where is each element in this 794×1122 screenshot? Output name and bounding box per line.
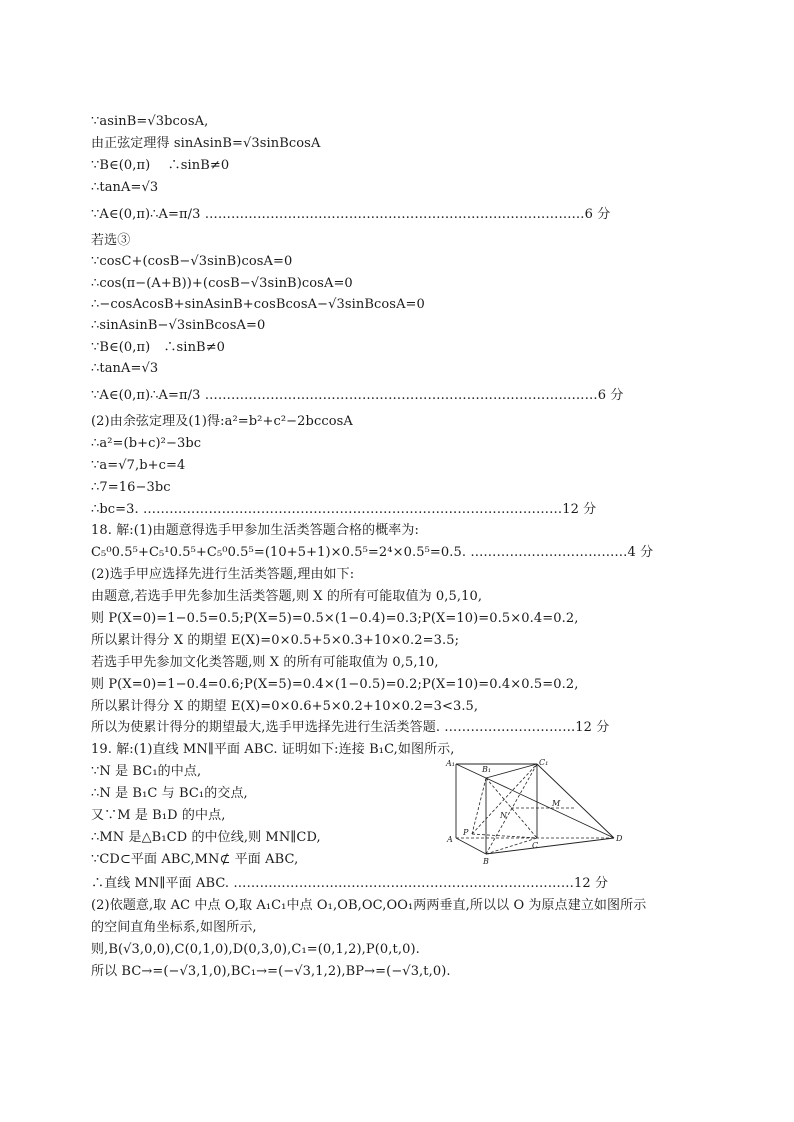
text-line: 又∵M 是 B₁D 的中点, — [91, 808, 226, 823]
prism-figure — [444, 756, 629, 868]
text-line: ∵a=√7,b+c=4 — [91, 458, 186, 473]
text-line: 18. 解:(1)由题意得选手甲参加生活类答题合格的概率为: — [91, 523, 419, 538]
text-line: 由题意,若选手甲先参加生活类答题,则 X 的所有可能取值为 0,5,10, — [91, 589, 483, 604]
text-line: 则 P(X=0)=1−0.4=0.6;P(X=5)=0.4×(1−0.5)=0.2;P(X=10)=0.4×0.5=0.2, — [91, 677, 579, 692]
label-C: C — [532, 841, 539, 850]
text-line: 所以累计得分 X 的期望 E(X)=0×0.6+5×0.2+10×0.2=3<3.5, — [91, 699, 479, 714]
text-line: ∵N 是 BC₁的中点, — [91, 764, 202, 779]
text-line: 19. 解:(1)直线 MN∥平面 ABC. 证明如下:连接 B₁C,如图所示, — [91, 742, 455, 757]
text-line: ∴tanA=√3 — [91, 180, 159, 195]
text-line: C₅⁰0.5⁵+C₅¹0.5⁵+C₅⁰0.5⁵=(10+5+1)×0.5⁵=2⁴×0.5⁵=0.5. ………………………………4 分 — [91, 545, 654, 560]
text-line: 的空间直角坐标系,如图所示, — [91, 920, 257, 935]
text-line: ∴7=16−3bc — [91, 480, 171, 495]
text-line: 所以累计得分 X 的期望 E(X)=0×0.5+5×0.3+10×0.2=3.5; — [91, 633, 460, 648]
text-line: ∵B∈(0,π) ∴sinB≠0 — [91, 340, 226, 355]
text-line: ∵CD⊂平面 ABC,MN⊄ 平面 ABC, — [91, 852, 299, 867]
text-line: 则,B(√3,0,0),C(0,1,0),D(0,3,0),C₁=(0,1,2),P(0,t,0). — [91, 942, 420, 957]
text-line: ∵A∈(0,π)∴A=π/3 ………………………………………………………………………………6 分 — [91, 388, 624, 403]
text-line: ∴cos(π−(A+B))+(cosB−√3sinB)cosA=0 — [91, 276, 353, 291]
text-line: ∵cosC+(cosB−√3sinB)cosA=0 — [91, 254, 293, 269]
text-line: 则 P(X=0)=1−0.5=0.5;P(X=5)=0.5×(1−0.4)=0.3;P(X=10)=0.5×0.4=0.2, — [91, 611, 579, 626]
text-line: 所以为使累计得分的期望最大,选手甲选择先进行生活类答题. …………………………12 分 — [91, 720, 610, 735]
label-A: A — [447, 835, 453, 844]
text-line: ∵B∈(0,π) ∴sinB≠0 — [91, 158, 230, 173]
text-line: 所以 BC→=(−√3,1,0),BC₁→=(−√3,1,2),BP→=(−√3,t,0). — [91, 964, 451, 979]
text-line: ∴tanA=√3 — [91, 361, 159, 376]
text-line: 若选③ — [91, 233, 131, 248]
label-P: P — [463, 828, 469, 837]
text-line: ∴MN 是△B₁CD 的中位线,则 MN∥CD, — [91, 830, 321, 845]
text-line: (2)由余弦定理及(1)得:a²=b²+c²−2bccosA — [91, 414, 353, 429]
text-line: 由正弦定理得 sinAsinB=√3sinBcosA — [91, 136, 321, 151]
label-A1: A₁ — [446, 759, 455, 768]
label-N: N — [500, 811, 507, 820]
text-line: 若选手甲先参加文化类答题,则 X 的所有可能取值为 0,5,10, — [91, 655, 439, 670]
text-line: ∴N 是 B₁C 与 BC₁的交点, — [91, 786, 248, 801]
label-C1: C₁ — [539, 758, 549, 767]
text-line: ∴直线 MN∥平面 ABC. ……………………………………………………………………12 分 — [91, 876, 609, 891]
text-line: (2)选手甲应选择先进行生活类答题,理由如下: — [91, 567, 355, 582]
label-D: D — [616, 834, 623, 843]
text-line: ∴a²=(b+c)²−3bc — [91, 436, 202, 451]
label-M: M — [552, 799, 561, 808]
text-line: ∵asinB=√3bcosA, — [91, 114, 209, 129]
text-line: ∴sinAsinB−√3sinBcosA=0 — [91, 318, 266, 333]
text-line: ∵A∈(0,π)∴A=π/3 ……………………………………………………………………………6 分 — [91, 207, 611, 222]
text-line: ∴bc=3. ……………………………………………………………………………………12 分 — [91, 502, 597, 517]
label-B: B — [483, 857, 489, 866]
text-line: ∴−cosAcosB+sinAsinB+cosBcosA−√3sinBcosA=0 — [91, 297, 425, 312]
text-line: (2)依题意,取 AC 中点 O,取 A₁C₁中点 O₁,OB,OC,OO₁两两垂直,所以以 O 为原点建立如图所示 — [91, 898, 647, 913]
label-B1: B₁ — [482, 765, 492, 774]
